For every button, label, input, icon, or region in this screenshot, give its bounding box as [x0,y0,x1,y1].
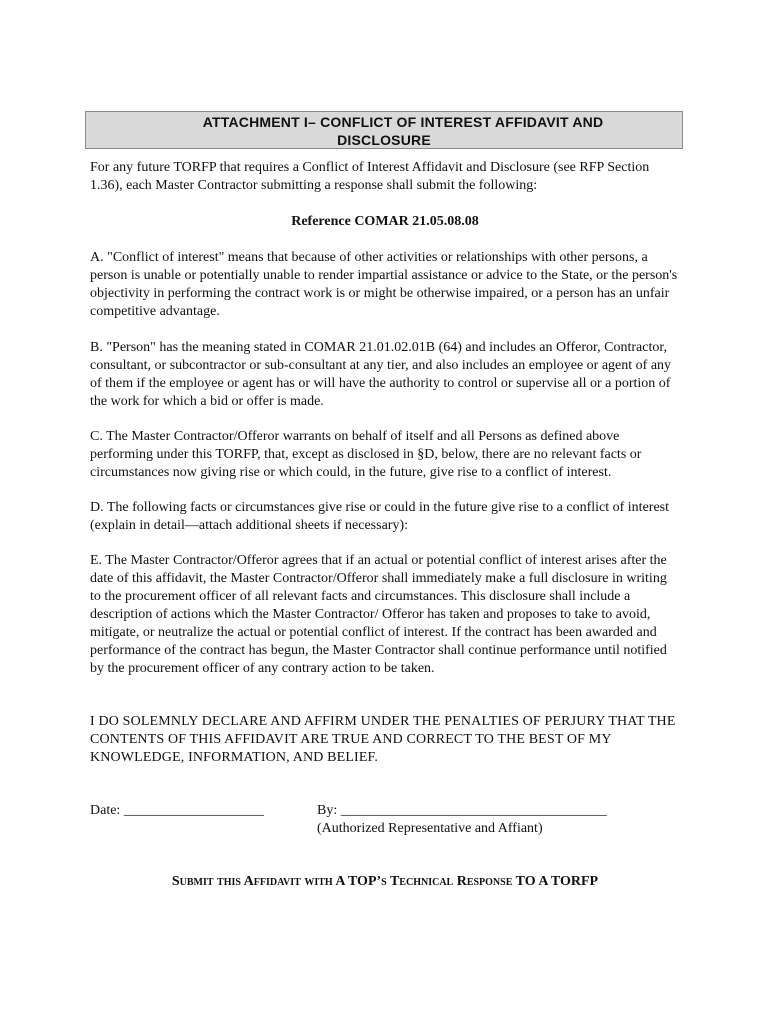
attachment-title [85,111,683,149]
reference-heading: Reference COMAR 21.05.08.08 [291,214,479,229]
paragraph-a: A. "Conflict of interest" means that because of other activities or relationships with other persons, a person is unable or potentially unable to render impartial assistance or advice to the State, or the person's objectivity in performing the contract work is or might be otherwise impaired, or a person has an unfair competitive advantage. [90,250,678,319]
paragraph-e: E. The Master Contractor/Offeror agrees that if an actual or potential conflict of interest arises after the date of this affidavit, the Master Contractor/Offeror shall immediately make a full disclosure in writing to the procurement officer of all relevant facts and circumstances. This disclosure shall include a description of actions which the Master Contractor/ Offeror has taken and proposes to take to avoid, mitigate, or neutralize the actual or potential conflict of interest. If the contract has been awarded and performance of the contract has begun, the Master Contractor shall continue performance until notified by the procurement officer of any contrary action to be taken. [90,553,667,676]
submit-instruction: Submit this Affidavit with A TOP’s Technical Response TO A TORFP [171,874,599,889]
signature-note: (Authorized Representative and Affiant) [317,821,543,836]
title-line-2: DISCLOSURE [337,132,431,148]
paragraph-d: D. The following facts or circumstances give rise or could in the future give rise to a conflict of interest (explain in detail—attach additional sheets if necessary): [90,500,670,533]
paragraph-b: B. "Person" has the meaning stated in COMAR 21.01.02.01B (64) and includes an Offeror, Contractor, consultant, or subcontractor or sub-consultant at any tier, and also includes an employee or agent of any of them if the employee or agent has or will have the authority to control or supervise all or a portion of the work for which a bid or offer is made. [90,340,672,409]
intro-paragraph: For any future TORFP that requires a Conflict of Interest Affidavit and Disclosure (see RFP Section 1.36), each Master Contractor submitting a response shall submit the following: [90,160,650,193]
declaration-statement: I DO SOLEMNLY DECLARE AND AFFIRM UNDER THE PENALTIES OF PERJURY THAT THE CONTENTS OF THIS AFFIDAVIT ARE TRUE AND CORRECT TO THE BEST OF MY KNOWLEDGE, INFORMATION, AND BELIEF. [90,714,676,765]
signature-field[interactable]: By: ______________________________________ [317,803,607,818]
paragraph-c: C. The Master Contractor/Offeror warrants on behalf of itself and all Persons as defined above performing under this TORFP, that, except as disclosed in §D, below, there are no relevant facts or circumstances now giving rise or which could, in the future, give rise to a conflict of interest. [90,429,642,480]
date-field[interactable]: Date: ____________________ [90,803,264,818]
title-line-1: ATTACHMENT I– CONFLICT OF INTEREST AFFIDAVIT AND [202,114,604,130]
